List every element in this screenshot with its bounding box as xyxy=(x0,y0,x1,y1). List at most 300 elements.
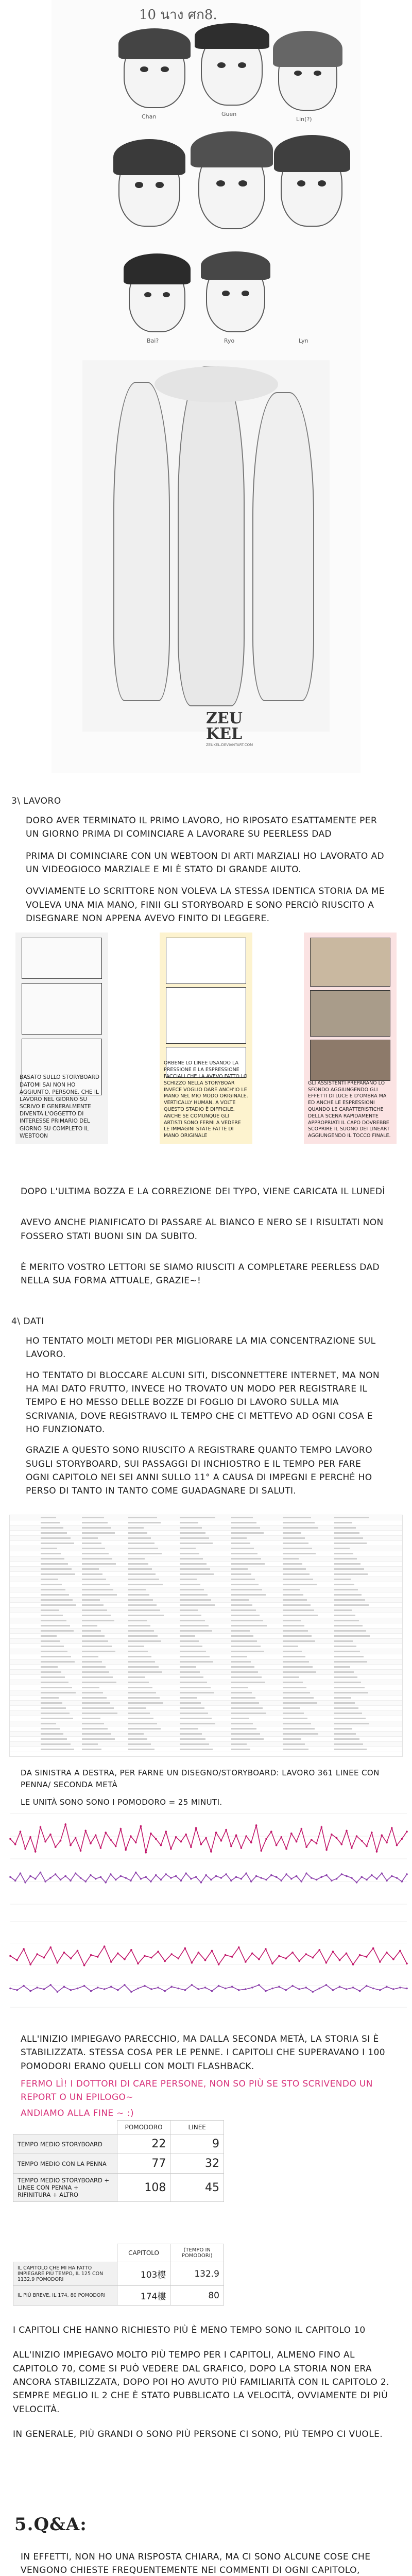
data-point xyxy=(155,1874,157,1876)
sheet-cell xyxy=(180,1687,211,1688)
sheet-cell xyxy=(180,1568,210,1570)
sheet-cell xyxy=(180,1682,207,1683)
average-time-table xyxy=(13,2120,224,2202)
data-point xyxy=(205,1874,207,1876)
data-point xyxy=(235,1834,237,1836)
sheet-row xyxy=(10,1629,402,1634)
sheet-cell xyxy=(128,1604,157,1606)
data-point xyxy=(316,1879,318,1881)
sheet-cell xyxy=(231,1749,250,1750)
data-point xyxy=(80,1877,82,1879)
sheet-cell xyxy=(41,1548,57,1549)
data-point xyxy=(386,1842,388,1844)
data-point xyxy=(321,1826,323,1828)
sheet-cell xyxy=(180,1543,213,1544)
sheet-row xyxy=(10,1526,402,1531)
sheet-cell xyxy=(41,1604,76,1606)
analysis-aside: FERMO LÌ! I DOTTORI DI CARE PERSONE, NON SO PIÙ SE STO SCRIVENDO UN REPORT O UN EPILOGO~ xyxy=(21,2079,373,2103)
sheet-cell xyxy=(128,1615,164,1616)
data-point xyxy=(40,1826,42,1828)
data-point xyxy=(215,1875,217,1877)
sheet-cell xyxy=(283,1599,307,1601)
table-header-cell: CAPITOLO xyxy=(117,2244,170,2262)
sheet-cell xyxy=(334,1656,364,1657)
data-point xyxy=(255,1824,258,1826)
sheet-row xyxy=(10,1562,402,1567)
chart-svg xyxy=(0,1917,412,2014)
sheet-cell xyxy=(231,1517,253,1518)
mid-paragraph: DOPO L'ULTIMA BOZZA E LA CORREZIONE DEI TYPO, VIENE CARICATA IL LUNEDÌ xyxy=(21,1187,385,1197)
dati-paragraph: HO TENTATO MOLTI METODI PER MIGLIORARE LA MIA CONCENTRAZIONE SUL LAVORO. xyxy=(26,1336,376,1360)
sheet-cell xyxy=(231,1728,256,1730)
data-point xyxy=(200,1882,202,1884)
sheet-cell xyxy=(283,1532,301,1534)
data-point xyxy=(130,1835,132,1837)
data-point xyxy=(296,1841,298,1843)
sheet-cell xyxy=(82,1579,106,1580)
sheet-cell xyxy=(283,1713,304,1714)
sheet-cell xyxy=(334,1646,356,1647)
data-point xyxy=(180,1841,182,1843)
sheet-cell xyxy=(128,1676,145,1678)
sheet-cell xyxy=(180,1517,215,1518)
sheet-cell xyxy=(231,1599,249,1601)
sheet-cell xyxy=(128,1707,146,1709)
sheet-cell xyxy=(128,1661,155,1663)
sheet-cell xyxy=(231,1692,252,1693)
data-point xyxy=(124,1958,126,1960)
intro-paragraph: DORO AVER TERMINATO IL PRIMO LAVORO, HO RIPOSATO ESATTAMENTE PER UN GIORNO PRIMA DI COMINCIARE A LAVORARE SU PEERLESS DAD xyxy=(26,816,377,840)
data-point xyxy=(191,1984,193,1986)
data-point xyxy=(125,1877,127,1879)
sheet-cell xyxy=(128,1517,157,1518)
data-point xyxy=(9,1876,11,1878)
data-point xyxy=(90,1842,92,1844)
qea-text xyxy=(21,2550,391,2576)
data-point xyxy=(185,1834,187,1836)
sheet-cell xyxy=(41,1625,70,1626)
sheet-cell xyxy=(283,1743,305,1745)
sheet-row xyxy=(10,1737,402,1742)
data-point xyxy=(305,1987,307,1989)
data-point xyxy=(178,1958,180,1960)
table-header-cell: LINEE xyxy=(170,2121,224,2134)
fullbody-sketch xyxy=(82,361,330,732)
data-point xyxy=(301,1880,303,1883)
data-point xyxy=(90,1990,92,1992)
sheet-cell xyxy=(334,1749,367,1750)
sheet-cell xyxy=(180,1738,205,1740)
data-point xyxy=(110,1873,112,1875)
data-point xyxy=(40,1872,42,1874)
sheet-cell xyxy=(334,1553,353,1554)
data-point xyxy=(220,1877,222,1879)
data-point xyxy=(117,1989,119,1991)
sheet-cell xyxy=(180,1646,202,1647)
data-point xyxy=(230,1845,232,1848)
data-point xyxy=(190,1878,192,1880)
sheet-cell xyxy=(82,1609,107,1611)
data-point xyxy=(298,1988,300,1990)
data-point xyxy=(170,1848,172,1850)
data-point xyxy=(305,1846,307,1848)
sheet-row xyxy=(10,1680,402,1685)
sheet-cell xyxy=(82,1749,101,1750)
data-point xyxy=(351,1877,353,1879)
data-point xyxy=(346,1988,348,1990)
sheet-cell xyxy=(283,1728,315,1730)
sheet-cell xyxy=(283,1656,305,1657)
color-frame xyxy=(310,1040,390,1081)
data-point xyxy=(391,1875,393,1877)
data-point xyxy=(170,1877,172,1879)
table-cell: 77 xyxy=(117,2154,170,2174)
data-point xyxy=(379,1989,381,1991)
sheet-cell xyxy=(82,1548,105,1549)
sheet-cell xyxy=(231,1635,253,1637)
sheet-cell xyxy=(128,1630,154,1632)
sheet-cell xyxy=(82,1532,115,1534)
data-point xyxy=(406,1988,408,1990)
process-panel-storyboard xyxy=(15,933,108,1144)
sheet-row xyxy=(10,1567,402,1572)
data-point xyxy=(359,1990,361,1992)
table-cell: 103樓 xyxy=(117,2262,170,2286)
sheet-cell xyxy=(231,1532,264,1534)
sheet-cell xyxy=(180,1604,215,1606)
sheet-cell xyxy=(41,1733,63,1735)
sheet-cell xyxy=(180,1656,210,1657)
section-title-dati: 4\ DATI xyxy=(11,1316,44,1327)
sheet-cell xyxy=(334,1687,365,1688)
sheet-row xyxy=(10,1639,402,1644)
data-point xyxy=(406,1873,408,1875)
sheet-cell xyxy=(41,1635,57,1637)
time-log-spreadsheet xyxy=(9,1515,403,1757)
color-frame xyxy=(310,990,390,1037)
data-point xyxy=(165,1831,167,1833)
data-point xyxy=(241,1847,243,1849)
sheet-cell xyxy=(41,1553,61,1554)
sheet-cell xyxy=(180,1558,203,1560)
sheet-cell xyxy=(82,1558,112,1560)
data-point xyxy=(155,1838,157,1840)
sheet-cell xyxy=(180,1625,209,1626)
data-point xyxy=(366,1956,368,1958)
data-point xyxy=(332,1951,334,1953)
series-line-penna xyxy=(10,1946,407,1965)
sheet-cell xyxy=(128,1589,146,1590)
sheet-row xyxy=(10,1726,402,1732)
data-point xyxy=(198,1952,200,1954)
data-point xyxy=(319,1988,321,1990)
sheet-cell xyxy=(82,1646,112,1647)
data-point xyxy=(285,1873,287,1875)
color-frame xyxy=(310,938,390,987)
sheet-caption-line: DA SINISTRA A DESTRA, PER FARNE UN DISEGNO/STORYBOARD: LAVORO 361 LINEE CON PENNA/ SECONDA METÀ xyxy=(21,1768,380,1790)
qea-intro: IN EFFETTI, NON HO UNA RISPOSTA CHIARA, MA CI SONO ALCUNE COSE CHE VENGONO CHIESTE FREQUENTEMENTE NEI COMMENTI DI OGNI CAPITOLO, xyxy=(21,2552,371,2576)
sheet-cell xyxy=(334,1532,359,1534)
sheet-cell xyxy=(41,1718,73,1719)
sheet-cell xyxy=(180,1651,206,1652)
sheet-cell xyxy=(334,1522,352,1523)
sheet-cell xyxy=(231,1522,256,1523)
sheet-cell xyxy=(283,1640,315,1642)
sheet-cell xyxy=(41,1692,76,1693)
sketch-artwork xyxy=(52,0,360,773)
after-tables-text xyxy=(13,2324,394,2441)
sheet-cell xyxy=(180,1599,211,1601)
sheet-cell xyxy=(128,1563,148,1565)
sheet-cell xyxy=(41,1702,62,1704)
data-point xyxy=(285,1989,287,1991)
data-point xyxy=(278,1955,280,1957)
chart-time-per-chapter-2 xyxy=(0,1917,412,2014)
data-point xyxy=(332,1989,334,1991)
sheet-cell xyxy=(180,1728,198,1730)
sheet-cell xyxy=(41,1543,74,1544)
mid-text xyxy=(21,1185,391,1288)
character-hair xyxy=(191,131,273,167)
sheet-cell xyxy=(283,1579,313,1580)
qea-title: 5.Q&A: xyxy=(14,2514,87,2535)
sheet-cell xyxy=(180,1635,195,1637)
data-point xyxy=(135,1842,137,1844)
data-point xyxy=(359,1954,361,1956)
sheet-cell xyxy=(180,1707,204,1709)
sheet-cell xyxy=(231,1702,259,1704)
data-point xyxy=(211,1990,213,1992)
sheet-cell xyxy=(283,1563,302,1565)
sheet-cell xyxy=(41,1522,60,1523)
data-point xyxy=(70,1879,72,1882)
sheet-cell xyxy=(283,1671,316,1673)
sheet-cell xyxy=(231,1594,266,1596)
data-point xyxy=(44,1841,46,1843)
sheet-cell xyxy=(180,1579,197,1580)
data-point xyxy=(70,1844,72,1846)
data-point xyxy=(372,1947,374,1950)
table-row xyxy=(13,2154,224,2174)
sheet-cell xyxy=(41,1661,75,1663)
sheet-row xyxy=(10,1582,402,1587)
zeukel-signature xyxy=(206,711,252,752)
data-point xyxy=(115,1845,117,1848)
data-point xyxy=(170,1986,173,1988)
data-point xyxy=(371,1832,373,1834)
sheet-cell xyxy=(180,1661,213,1663)
sheet-cell xyxy=(180,1718,212,1719)
data-point xyxy=(238,1946,240,1948)
sheet-cell xyxy=(128,1635,158,1637)
sheet-cell xyxy=(334,1579,351,1580)
sheet-cell xyxy=(82,1604,104,1606)
sheet-cell xyxy=(334,1738,359,1740)
sheet-cell xyxy=(334,1702,355,1704)
sheet-cell xyxy=(128,1687,152,1688)
data-point xyxy=(120,1875,122,1877)
data-point xyxy=(311,1877,313,1879)
data-point xyxy=(231,1986,233,1988)
sheet-cell xyxy=(41,1532,67,1534)
sheet-cell xyxy=(334,1666,350,1668)
data-point xyxy=(36,1987,38,1989)
data-point xyxy=(184,1989,186,1991)
sheet-row xyxy=(10,1701,402,1706)
data-point xyxy=(190,1846,192,1848)
sheet-cell xyxy=(283,1692,310,1693)
sheet-row xyxy=(10,1670,402,1675)
data-point xyxy=(211,1950,213,1952)
sheet-cell xyxy=(82,1743,98,1745)
data-point xyxy=(63,1952,65,1954)
sheet-cell xyxy=(180,1527,202,1529)
sheet-cell xyxy=(41,1584,62,1585)
sheet-cell xyxy=(180,1666,196,1668)
data-point xyxy=(49,1834,52,1836)
data-point xyxy=(339,1986,341,1988)
sheet-row xyxy=(10,1716,402,1721)
data-point xyxy=(392,1988,394,1990)
data-point xyxy=(401,1838,403,1840)
sheet-row xyxy=(10,1644,402,1649)
sheet-cell xyxy=(82,1728,108,1730)
sheet-cell xyxy=(180,1584,200,1585)
sheet-cell xyxy=(231,1563,265,1565)
sheet-cell xyxy=(180,1692,214,1693)
sheet-cell xyxy=(82,1527,111,1529)
sheet-cell xyxy=(41,1687,72,1688)
sheet-cell xyxy=(334,1630,366,1632)
data-point xyxy=(135,1872,137,1874)
data-point xyxy=(290,1833,293,1835)
sheet-cell xyxy=(231,1573,251,1575)
data-point xyxy=(100,1876,102,1878)
sheet-cell xyxy=(41,1517,56,1518)
sheet-cell xyxy=(231,1718,249,1719)
data-point xyxy=(399,1987,401,1989)
data-point xyxy=(75,1872,77,1874)
sheet-cell xyxy=(231,1640,257,1642)
data-point xyxy=(258,1984,260,1986)
sheet-cell xyxy=(128,1656,151,1657)
data-point xyxy=(218,1985,220,1987)
sheet-cell xyxy=(82,1687,99,1688)
sheet-cell xyxy=(41,1537,71,1539)
sheet-cell xyxy=(231,1687,248,1688)
table-row xyxy=(13,2134,224,2154)
sheet-row xyxy=(10,1520,402,1526)
data-point xyxy=(278,1986,280,1988)
data-point xyxy=(24,1848,26,1850)
data-point xyxy=(9,1988,11,1990)
sheet-cell xyxy=(180,1573,214,1575)
data-point xyxy=(336,1837,338,1839)
sheet-cell xyxy=(283,1548,312,1549)
data-point xyxy=(110,1961,112,1963)
data-point xyxy=(200,1843,202,1845)
data-point xyxy=(381,1834,383,1836)
sheet-cell xyxy=(41,1671,61,1673)
data-point xyxy=(20,1831,22,1833)
sheet-cell xyxy=(334,1573,368,1575)
sheet-cell xyxy=(82,1738,115,1740)
sheet-cell xyxy=(82,1625,97,1626)
sheet-cell xyxy=(231,1568,248,1570)
sheet-cell xyxy=(82,1718,100,1719)
data-point xyxy=(366,1985,368,1987)
sheet-cell xyxy=(231,1743,247,1745)
sheet-cell xyxy=(283,1651,302,1652)
data-point xyxy=(150,1957,152,1959)
sheet-cell xyxy=(128,1697,160,1699)
data-point xyxy=(291,1985,294,1987)
data-point xyxy=(386,1879,388,1882)
sheet-cell xyxy=(41,1579,58,1580)
data-point xyxy=(241,1878,243,1880)
table-row-label: TEMPO MEDIO STORYBOARD + LINEE CON PENNA + RIFINITURA + ALTRO xyxy=(13,2174,117,2202)
table-cell: 45 xyxy=(170,2174,224,2202)
sheet-cell xyxy=(180,1609,198,1611)
data-point xyxy=(29,1990,31,1992)
data-point xyxy=(16,1989,18,1991)
sheet-row xyxy=(10,1634,402,1639)
sheet-cell xyxy=(82,1620,114,1621)
sheet-row xyxy=(10,1556,402,1562)
sheet-cell xyxy=(231,1589,262,1590)
sheet-cell xyxy=(283,1666,313,1668)
data-point xyxy=(9,1955,11,1957)
table-row xyxy=(13,2286,224,2306)
sheet-cell xyxy=(41,1707,66,1709)
sheet-cell xyxy=(334,1589,358,1590)
sheet-cell xyxy=(82,1553,109,1554)
sheet-cell xyxy=(334,1584,354,1585)
sheet-cell xyxy=(231,1604,252,1606)
sheet-cell xyxy=(82,1630,101,1632)
series-line-penna xyxy=(10,1824,407,1853)
sheet-cell xyxy=(82,1584,110,1585)
data-point xyxy=(210,1851,212,1853)
sheet-cell xyxy=(128,1682,149,1683)
sheet-cell xyxy=(283,1687,306,1688)
data-point xyxy=(325,1962,328,1964)
table-header-cell: (TEMPO IN POMODORI) xyxy=(170,2244,224,2262)
data-point xyxy=(130,1879,132,1882)
data-point xyxy=(316,1842,318,1844)
sheet-cell xyxy=(41,1646,64,1647)
panel-caption: GLI ASSISTENTI PREPARANO LO SFONDO AGGIUNGENDO GLI EFFETTI DI LUCE E D'OMBRA MA ED ANCHE LE ESPRESSIONI QUANDO LE CARATTERISTICHE DELLA SCENA RAPIDAMENTE APPROPRIATI IL CAPO DOVREBBE SCOPRIRE IL SUONO DEI LINEART AGGIUNGENDO IL TOCCO FINALE. xyxy=(308,1080,391,1139)
sheet-cell xyxy=(334,1640,353,1642)
data-point xyxy=(235,1876,237,1878)
sheet-cell xyxy=(283,1615,318,1616)
after-paragraph: ALL'INIZIO IMPIEGAVO MOLTO PIÙ TEMPO PER I CAPITOLI, ALMENO FINO AL CAPITOLO 70, COME SI PUÒ VEDERE DAL GRAFICO, DOPO LA STORIA NON ERA ANCORA STABILIZZATA, DOPO POI HO AVUTO PIÙ FAMILIARITÀ CON IL CAPITOLO 2. SEMPRE MEGLIO IL 2 CHE È STATO PUBBLICATO LA VELOCITÀ, OVVIAMENTE DI PIÙ VELOCITÀ. xyxy=(13,2350,389,2415)
sheet-cell xyxy=(128,1651,148,1652)
data-point xyxy=(379,1961,381,1963)
data-point xyxy=(276,1844,278,1846)
data-point xyxy=(83,1985,85,1987)
data-point xyxy=(204,1959,207,1961)
sheet-cell xyxy=(180,1553,199,1554)
sheet-cell xyxy=(41,1656,71,1657)
analysis-paragraph: ALL'INIZIO IMPIEGAVO PARECCHIO, MA DALLA SECONDA METÀ, LA STORIA SI È STABILIZZATA. STESSA COSA PER LE PENNE. I CAPITOLI CHE SUPERAVANO I 100 POMODORI ERANO QUELLI CON MOLTI FLASHBACK. xyxy=(21,2034,385,2072)
sheet-cell xyxy=(231,1609,256,1611)
data-point xyxy=(84,1830,87,1832)
char-label: Lyn xyxy=(299,337,308,344)
after-paragraph: I CAPITOLI CHE HANNO RICHIESTO PIÙ È MENO TEMPO SONO IL CAPITOLO 10 xyxy=(13,2325,366,2335)
sheet-cell xyxy=(41,1609,59,1611)
sheet-caption-line: LE UNITÀ SONO SONO I POMODORO = 25 MINUTI. xyxy=(21,1797,222,1807)
